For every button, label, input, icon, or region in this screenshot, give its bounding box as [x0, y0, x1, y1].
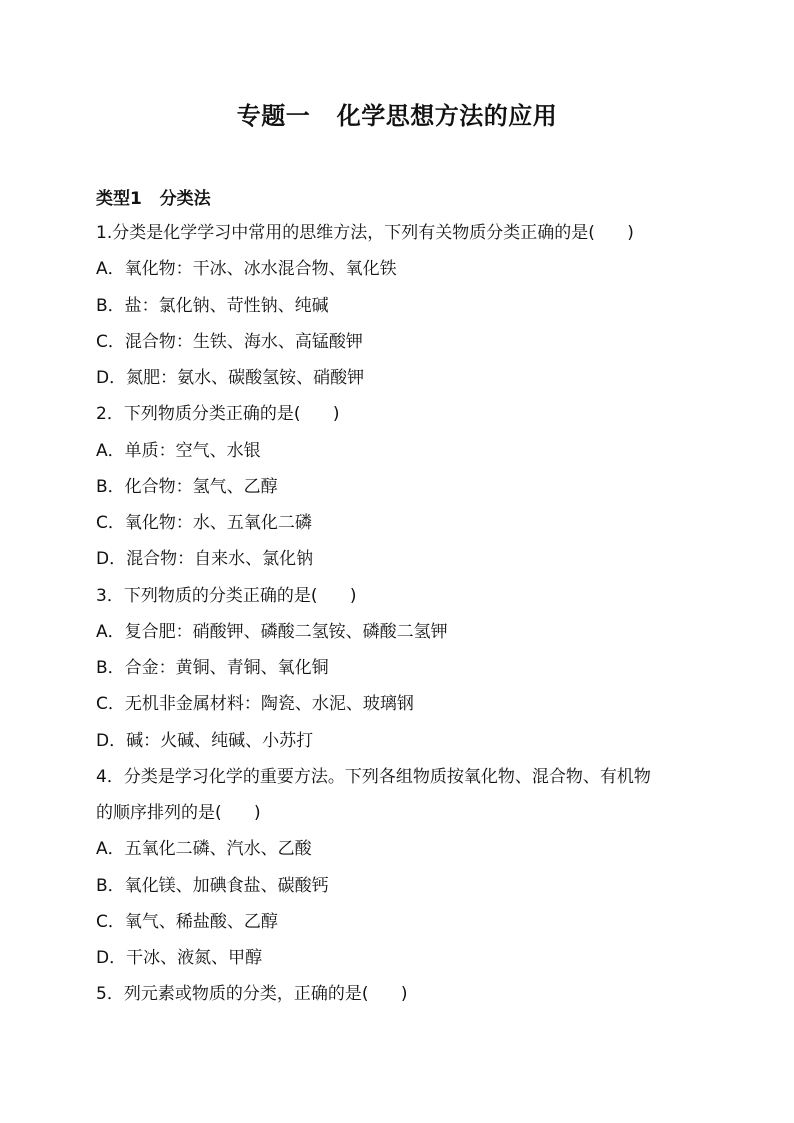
question-4-option-d: D．干冰、液氮、甲醇 [96, 948, 263, 968]
question-2-stem: 2．下列物质分类正确的是( ) [96, 404, 340, 425]
question-1-option-c: C．混合物：生铁、海水、高锰酸钾 [96, 331, 363, 352]
question-4-stem-line-1: 4．分类是学习化学的重要方法。下列各组物质按氧化物、混合物、有机物 [96, 766, 651, 787]
question-1-option-a: A．氧化物：干冰、冰水混合物、氧化铁 [96, 259, 397, 280]
page-title: 专题一 化学思想方法的应用 [236, 102, 558, 130]
section-heading: 类型1 分类法 [96, 189, 211, 209]
question-4-option-b: B．氧化镁、加碘食盐、碳酸钙 [96, 875, 329, 896]
question-2-option-b: B．化合物：氢气、乙醇 [96, 476, 278, 497]
question-list [96, 220, 706, 1018]
question-1-option-d: D．氮肥：氨水、碳酸氢铵、硝酸钾 [96, 368, 365, 388]
question-5-stem: 5．列元素或物质的分类，正确的是( ) [96, 984, 408, 1005]
question-3-option-c: C．无机非金属材料：陶瓷、水泥、玻璃钢 [96, 694, 414, 715]
question-2-option-c: C．氧化物：水、五氧化二磷 [96, 513, 312, 533]
question-2-option-a: A．单质：空气、水银 [96, 440, 261, 461]
question-2-option-d: D．混合物：自来水、氯化钠 [96, 549, 314, 570]
question-4-option-c: C．氧气、稀盐酸、乙醇 [96, 911, 278, 932]
question-3-option-d: D．碱：火碱、纯碱、小苏打 [96, 730, 314, 751]
question-1-stem: 1.分类是化学学习中常用的思维方法，下列有关物质分类正确的是( ) [96, 223, 634, 243]
question-4-option-a: A．五氧化二磷、汽水、乙酸 [96, 839, 312, 860]
question-3-stem: 3．下列物质的分类正确的是( ) [96, 585, 357, 606]
question-1-option-b: B．盐：氯化钠、苛性钠、纯碱 [96, 295, 329, 316]
question-4-stem-line-2: 的顺序排列的是( ) [96, 803, 261, 823]
question-3-option-a: A．复合肥：硝酸钾、磷酸二氢铵、磷酸二氢钾 [96, 621, 448, 642]
question-3-option-b: B．合金：黄铜、青铜、氧化铜 [96, 658, 329, 678]
